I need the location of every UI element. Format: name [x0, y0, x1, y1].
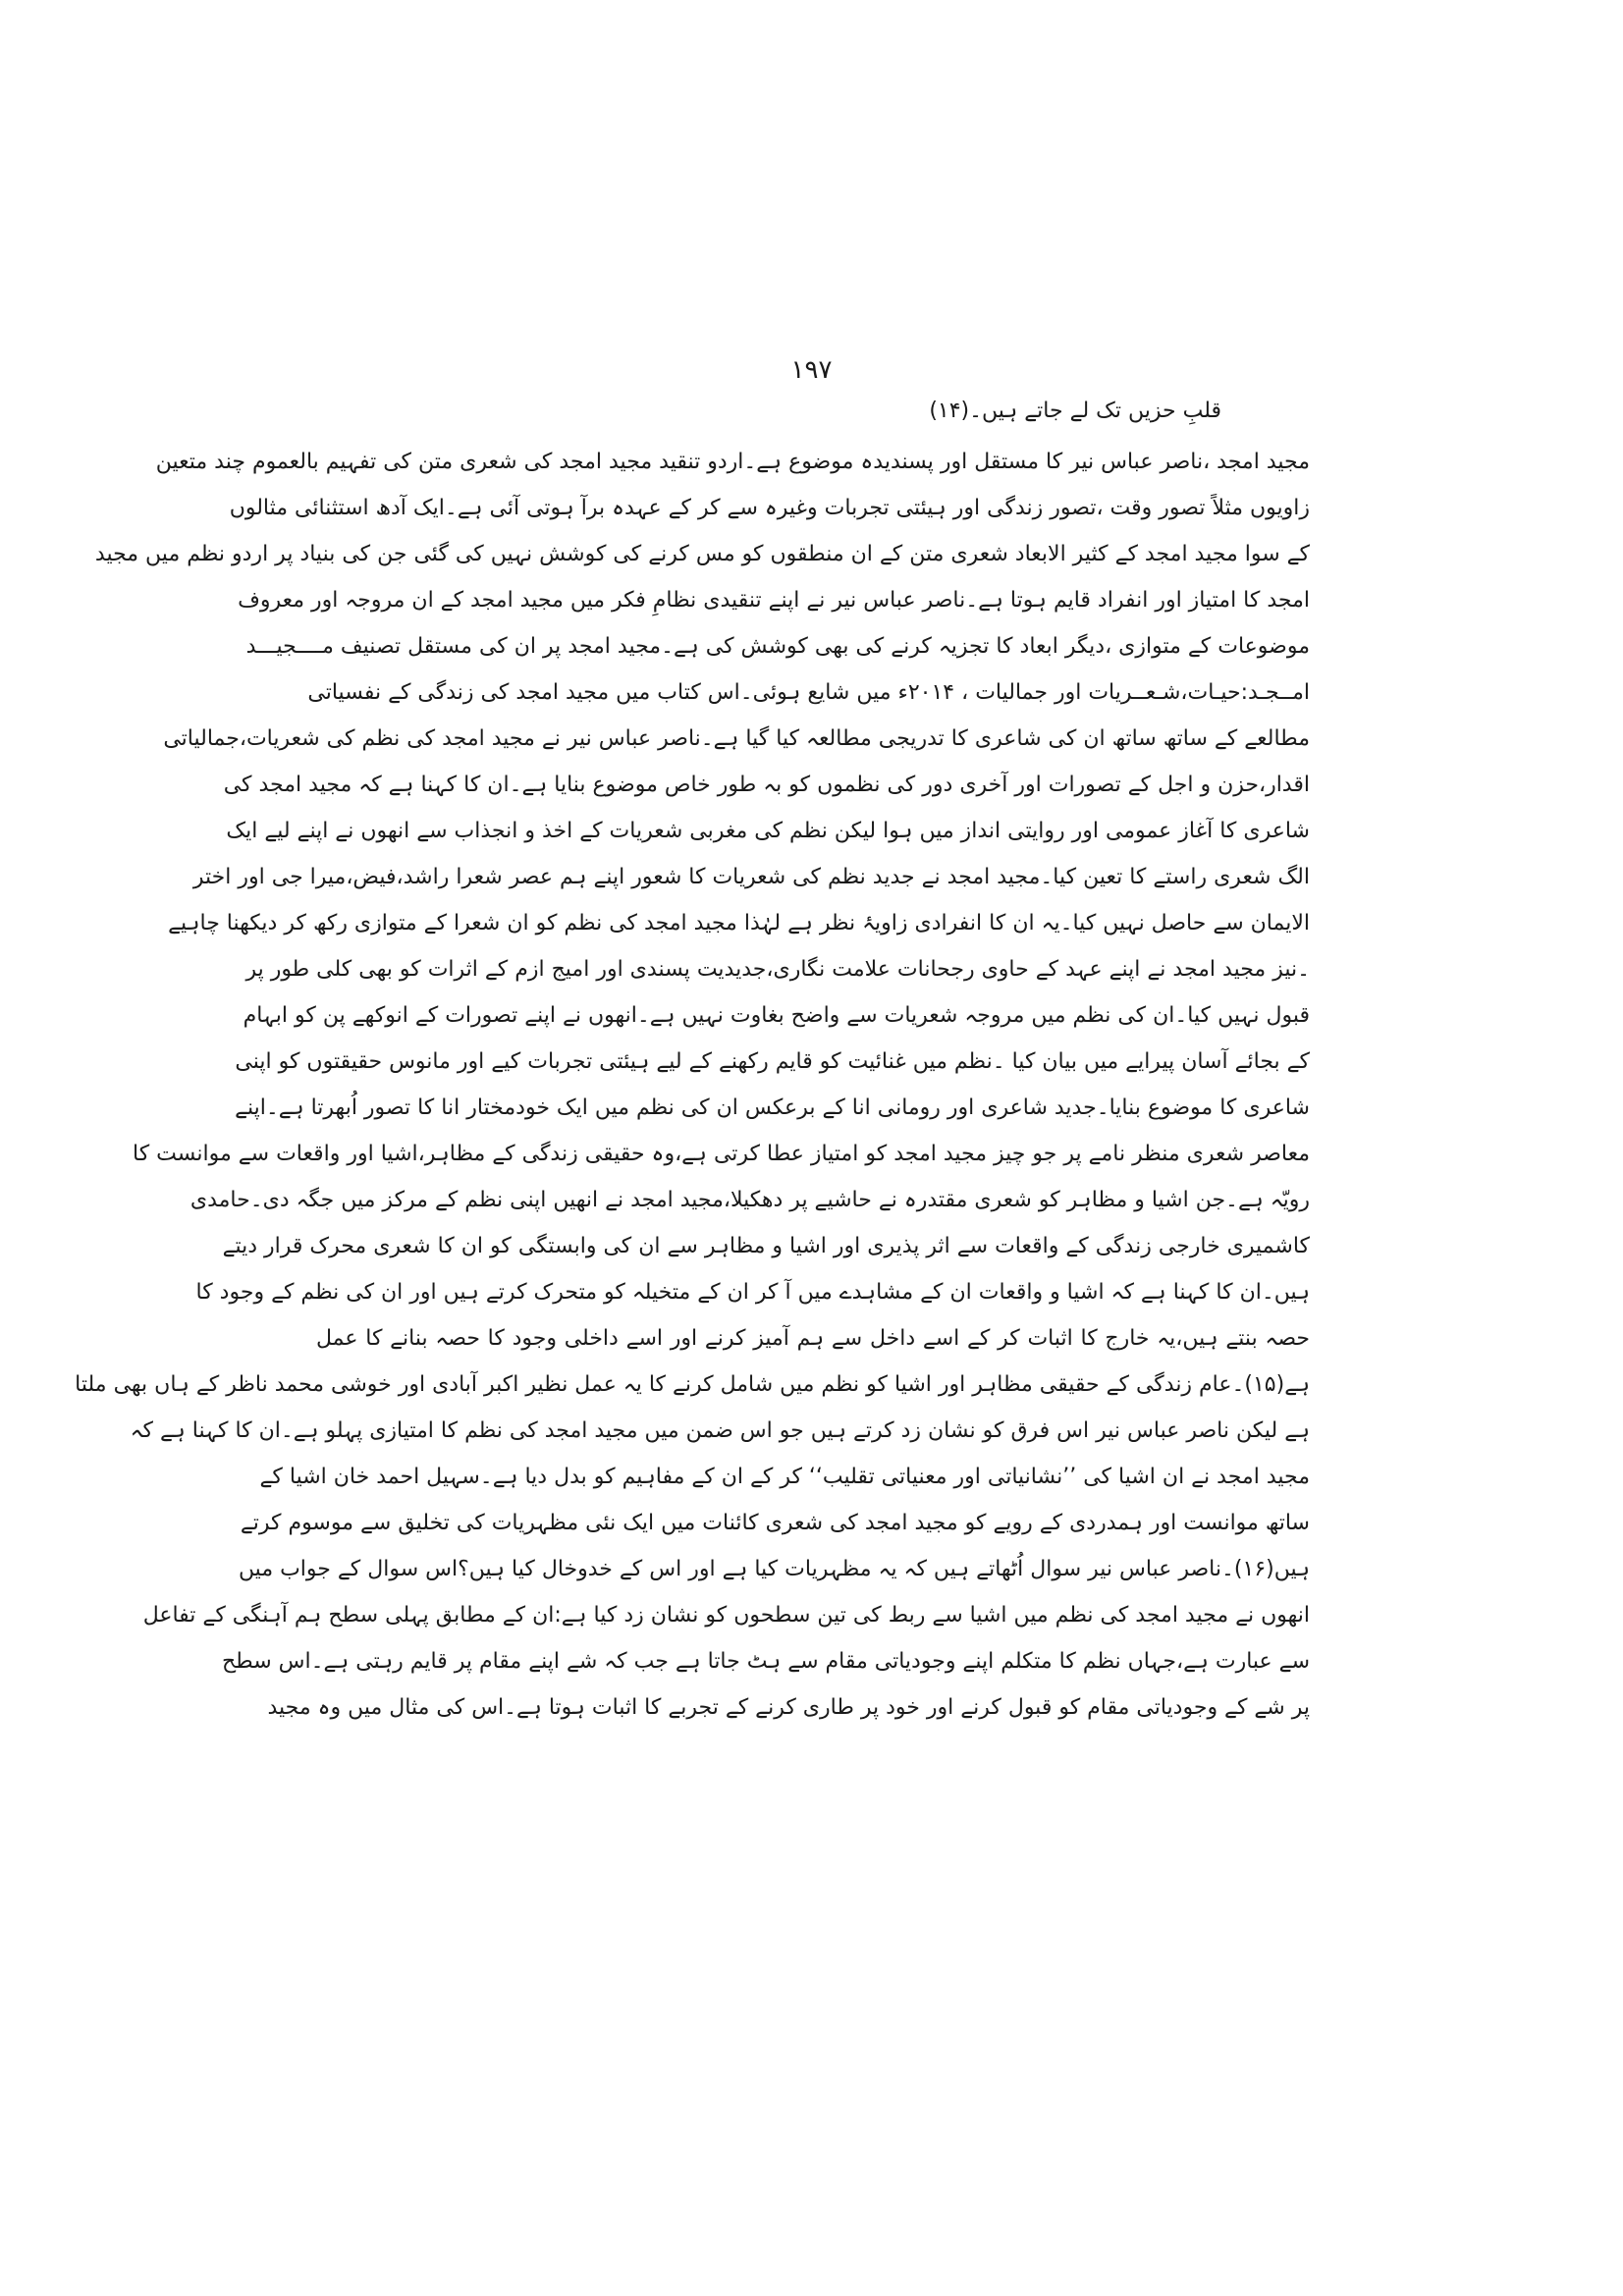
- text-line: ہے لیکن ناصر عباس نیر اس فرق کو نشان زد کرتے ہیں جو اس ضمن میں مجید امجد کی نظم کا امتیازی پہلو ہے۔ان کا کہنا ہے کہ: [130, 1418, 1310, 1443]
- text-line: حصہ بنتے ہیں،یہ خارج کا اثبات کر کے اسے داخل سے ہم آمیز کرنے اور اسے داخلی وجود کا حصہ بنانے کا عمل: [316, 1326, 1310, 1351]
- text-line: ہے(۱۵)۔عام زندگی کے حقیقی مظاہر اور اشیا کو نظم میں شامل کرنے کا یہ عمل نظیر اکبر آبادی اور خوشی محمد ناظر کے ہاں بھی ملتا: [75, 1372, 1310, 1397]
- text-line: مطالعے کے ساتھ ساتھ ان کی شاعری کا تدریجی مطالعہ کیا گیا ہے۔ناصر عباس نیر نے مجید امجد کی نظم کی شعریات،جمالیاتی: [163, 726, 1310, 751]
- text-line: انھوں نے مجید امجد کی نظم میں اشیا سے ربط کی تین سطحوں کو نشان زد کیا ہے:ان کے مطابق پہلی سطح ہم آہنگی کے تفاعل: [142, 1603, 1310, 1628]
- text-line: ساتھ موانست اور ہمدردی کے رویے کو مجید امجد کی شعری کائنات میں ایک نئی مظہریات کی تخلیق سے موسوم کرتے: [240, 1511, 1310, 1535]
- text-line: مجید امجد نے ان اشیا کی ’’نشانیاتی اور معنیاتی تقلیب‘‘ کر کے ان کے مفاہیم کو بدل دیا ہے۔سہیل احمد خان اشیا کے: [259, 1465, 1310, 1489]
- paragraph: [75, 439, 1310, 1731]
- text-line: معاصر شعری منظر نامے پر جو چیز مجید امجد کو امتیاز عطا کرتی ہے،وہ حقیقی زندگی کے مظاہر،اشیا اور واقعات سے موانست کا: [133, 1142, 1310, 1166]
- body-text: [75, 388, 1310, 1731]
- text-line: ہیں۔ان کا کہنا ہے کہ اشیا و واقعات ان کے مشاہدے میں آ کر ان کے متخیلہ کو متحرک کرتے ہیں اور ان کی نظم کے وجود کا: [195, 1280, 1310, 1305]
- text-line: کے سوا مجید امجد کے کثیر الابعاد شعری متن کے ان منطقوں کو مس کرنے کی کوشش نہیں کی گئی جن کی بنیاد پر اردو نظم میں مجید: [94, 542, 1310, 566]
- text-line: پر شے کے وجودیاتی مقام کو قبول کرنے اور خود پر طاری کرنے کے تجربے کا اثبات ہوتا ہے۔اس کی مثال میں وہ مجید: [267, 1695, 1310, 1720]
- text-line: ۔نیز مجید امجد نے اپنے عہد کے حاوی رجحانات علامت نگاری،جدیدیت پسندی اور امیج ازم کے اثرات کو بھی کلی طور پر: [245, 957, 1310, 982]
- text-line: اقدار،حزن و اجل کے تصورات اور آخری دور کی نظموں کو بہ طور خاص موضوع بنایا ہے۔ان کا کہنا ہے کہ مجید امجد کی: [223, 773, 1310, 797]
- text-line: کے بجائے آسان پیرایے میں بیان کیا ۔نظم میں غنائیت کو قایم رکھنے کے لیے ہیئتی تجربات کیے اور مانوس حقیقتوں کو اپنی: [235, 1049, 1310, 1074]
- lead-line: قلبِ حزیں تک لے جاتے ہیں۔(۱۴): [929, 399, 1221, 423]
- text-line: امــجـد:حیـات،شـعــریات اور جمالیات ، ۲۰۱۴ء میں شایع ہوئی۔اس کتاب میں مجید امجد کی زندگی کے نفسیاتی: [307, 680, 1310, 705]
- text-line: رویّہ ہے۔جن اشیا و مظاہر کو شعری مقتدرہ نے حاشیے پر دھکیلا،مجید امجد نے انھیں اپنی نظم کے مرکز میں جگہ دی۔حامدی: [189, 1188, 1310, 1212]
- text-line: امجد کا امتیاز اور انفراد قایم ہوتا ہے۔ناصر عباس نیر نے اپنے تنقیدی نظامِ فکر میں مجید امجد کے ان مروجہ اور معروف: [238, 588, 1310, 613]
- text-line: الگ شعری راستے کا تعین کیا۔مجید امجد نے جدید نظم کی شعریات کا شعور اپنے ہم عصر شعرا راشد،فیض،میرا جی اور اختر: [192, 865, 1310, 889]
- text-line: موضوعات کے متوازی ،دیگر ابعاد کا تجزیہ کرنے کی بھی کوشش کی ہے۔مجید امجد پر ان کی مستقل تصنیف مــــجیـــد: [245, 634, 1310, 659]
- text-line: الایمان سے حاصل نہیں کیا۔یہ ان کا انفرادی زاویۂ نظر ہے لہٰذا مجید امجد کی نظم کو ان شعرا کے متوازی رکھ کر دیکھنا چاہیے: [168, 911, 1310, 935]
- text-line: شاعری کا موضوع بنایا۔جدید شاعری اور رومانی انا کے برعکس ان کی نظم میں ایک خودمختار انا کا تصور اُبھرتا ہے۔اپنے: [235, 1095, 1310, 1120]
- text-line: زاویوں مثلاً تصور وقت ،تصور زندگی اور ہیئتی تجربات وغیرہ سے کر کے عہدہ برآ ہوتی آئی ہے۔ایک آدھ استثنائی مثالوں: [229, 496, 1310, 520]
- text-line: سے عبارت ہے،جہاں نظم کا متکلم اپنے وجودیاتی مقام سے ہٹ جاتا ہے جب کہ شے اپنے مقام پر قایم رہتی ہے۔اس سطح: [221, 1649, 1310, 1674]
- text-line: قبول نہیں کیا۔ان کی نظم میں مروجہ شعریات سے واضح بغاوت نہیں ہے۔انھوں نے اپنے تصورات کے انوکھے پن کو ابہام: [243, 1003, 1310, 1028]
- text-line: ہیں(۱۶)۔ناصر عباس نیر سوال اُٹھاتے ہیں کہ یہ مظہریات کیا ہے اور اس کے خدوخال کیا ہیں؟اس سوال کے جواب میں: [238, 1557, 1310, 1581]
- page-number: ۱۹۷: [790, 355, 833, 385]
- text-line: مجید امجد ،ناصر عباس نیر کا مستقل اور پسندیدہ موضوع ہے۔اردو تنقید مجید امجد کی شعری متن کی تفہیم بالعموم چند متعین: [155, 450, 1310, 474]
- text-line: شاعری کا آغاز عمومی اور روایتی انداز میں ہوا لیکن نظم کی مغربی شعریات کے اخذ و انجذاب سے انھوں نے اپنے لیے ایک: [226, 819, 1310, 843]
- text-line: کاشمیری خارجی زندگی کے واقعات سے اثر پذیری اور اشیا و مظاہر سے ان کی وابستگی کو ان کا شعری محرک قرار دیتے: [222, 1234, 1310, 1258]
